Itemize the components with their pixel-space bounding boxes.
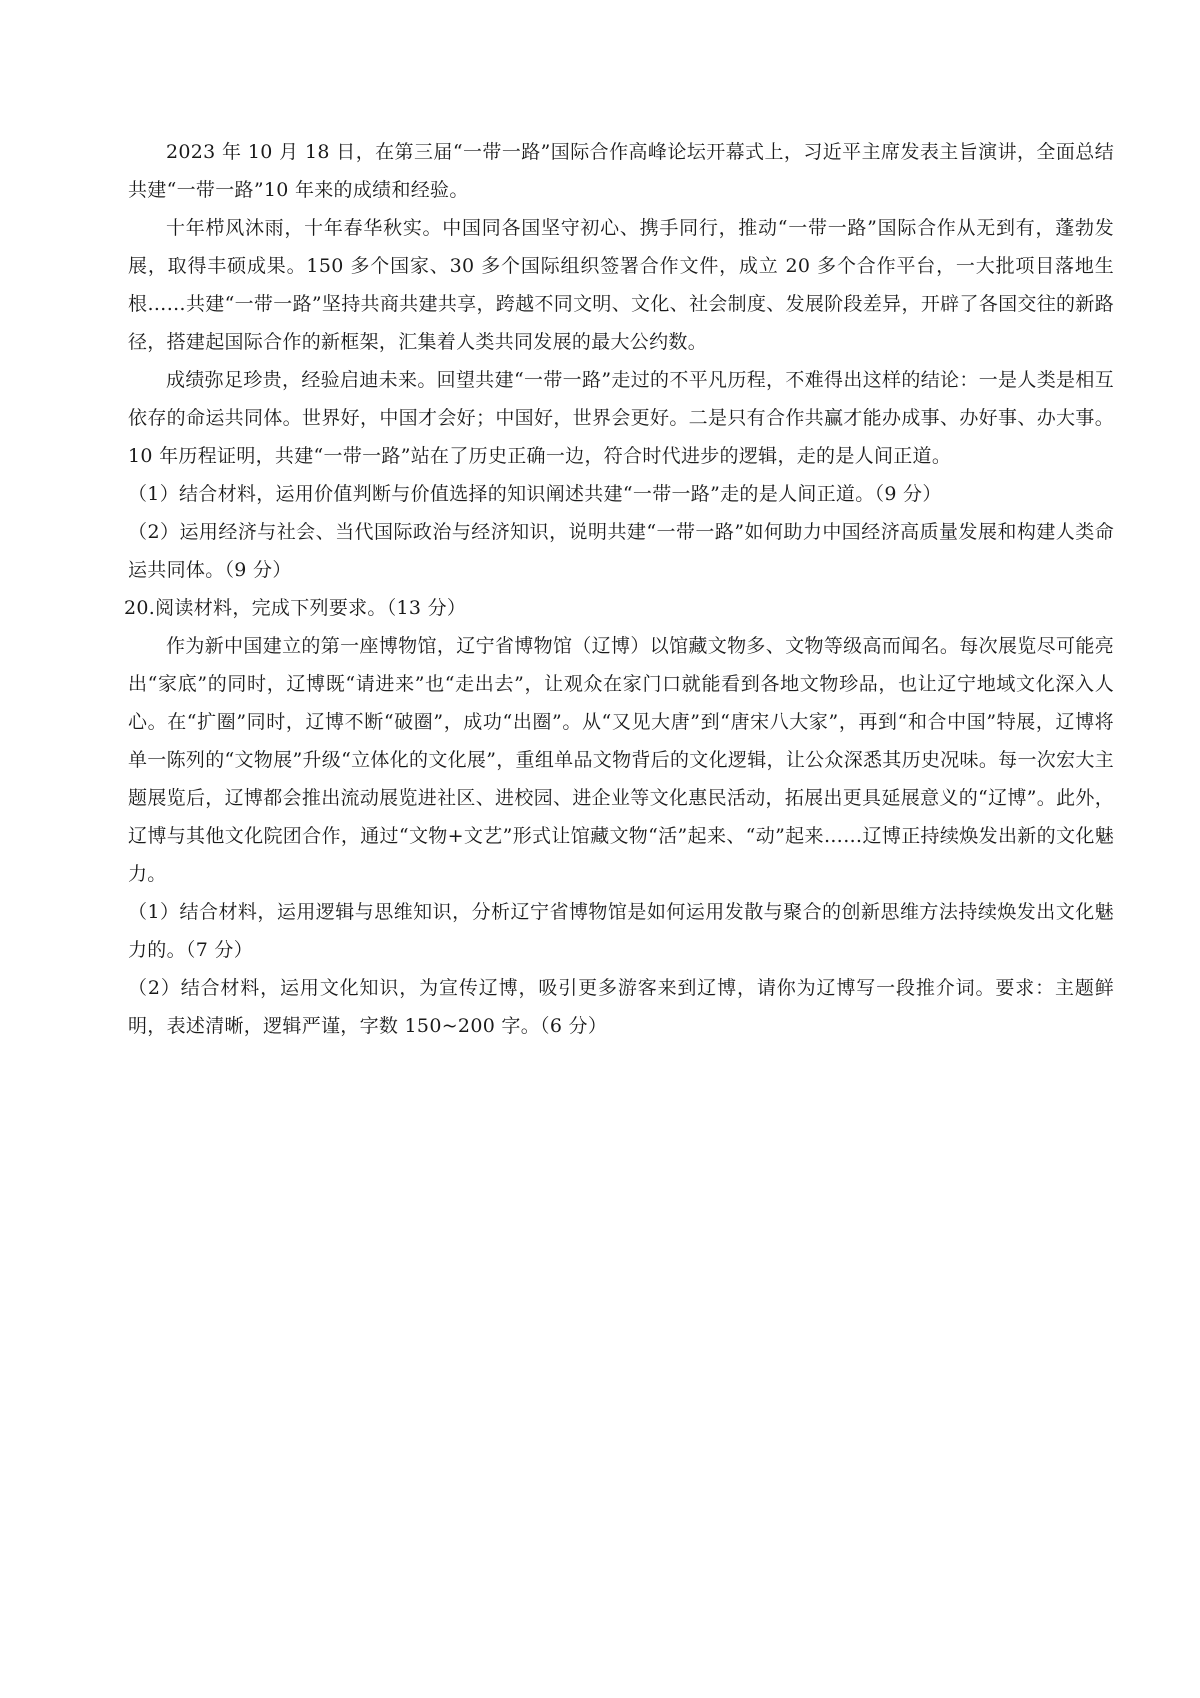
q19-material-paragraph-3: 成绩弥足珍贵，经验启迪未来。回望共建“一带一路”走过的不平凡历程，不难得出这样的结论：一是人类是相互依存的命运共同体。世界好，中国才会好；中国好，世界会更好。二是只有合作共赢才能办成事、办好事、办大事。10 年历程证明，共建“一带一路”站在了历史正确一边，符合时代进步的逻辑，走的是人间正道。 bbox=[128, 369, 1114, 467]
q20-sub-question-1: （1）结合材料，运用逻辑与思维知识，分析辽宁省博物馆是如何运用发散与聚合的创新思维方法持续焕发出文化魅力的。（7 分） bbox=[128, 901, 1114, 961]
q19-material-paragraph-1: 2023 年 10 月 18 日，在第三届“一带一路”国际合作高峰论坛开幕式上，习近平主席发表主旨演讲，全面总结共建“一带一路”10 年来的成绩和经验。 bbox=[128, 141, 1114, 201]
q20-material-paragraph-1: 作为新中国建立的第一座博物馆，辽宁省博物馆（辽博）以馆藏文物多、文物等级高而闻名。每次展览尽可能亮出“家底”的同时，辽博既“请进来”也“走出去”，让观众在家门口就能看到各地文物珍品，也让辽宁地域文化深入人心。在“扩圈”同时，辽博不断“破圈”，成功“出圈”。从“又见大唐”到“唐宋八大家”，再到“和合中国”特展，辽博将单一陈列的“文物展”升级“立体化的文化展”，重组单品文物背后的文化逻辑，让公众深悉其历史况味。每一次宏大主题展览后，辽博都会推出流动展览进社区、进校园、进企业等文化惠民活动，拓展出更具延展意义的“辽博”。此外，辽博与其他文化院团合作，通过“文物+文艺”形式让馆藏文物“活”起来、“动”起来……辽博正持续焕发出新的文化魅力。 bbox=[128, 635, 1114, 885]
q20-sub-question-2: （2）结合材料，运用文化知识，为宣传辽博，吸引更多游客来到辽博，请你为辽博写一段推介词。要求：主题鲜明，表述清晰，逻辑严谨，字数 150~200 字。（6 分） bbox=[128, 977, 1114, 1037]
q19-material-paragraph-2: 十年栉风沐雨，十年春华秋实。中国同各国坚守初心、携手同行，推动“一带一路”国际合作从无到有，蓬勃发展，取得丰硕成果。150 多个国家、30 多个国际组织签署合作文件，成立 20 多个合作平台，一大批项目落地生根……共建“一带一路”坚持共商共建共享，跨越不同文明、文化、社会制度、发展阶段差异，开辟了各国交往的新路径，搭建起国际合作的新框架，汇集着人类共同发展的最大公约数。 bbox=[128, 217, 1114, 353]
q19-sub-question-2: （2）运用经济与社会、当代国际政治与经济知识，说明共建“一带一路”如何助力中国经济高质量发展和构建人类命运共同体。（9 分） bbox=[128, 521, 1114, 581]
page-content bbox=[124, 133, 1114, 1045]
q20-heading: 20.阅读材料，完成下列要求。（13 分） bbox=[124, 597, 467, 619]
q19-sub-question-1: （1）结合材料，运用价值判断与价值选择的知识阐述共建“一带一路”走的是人间正道。（9 分） bbox=[128, 483, 942, 505]
